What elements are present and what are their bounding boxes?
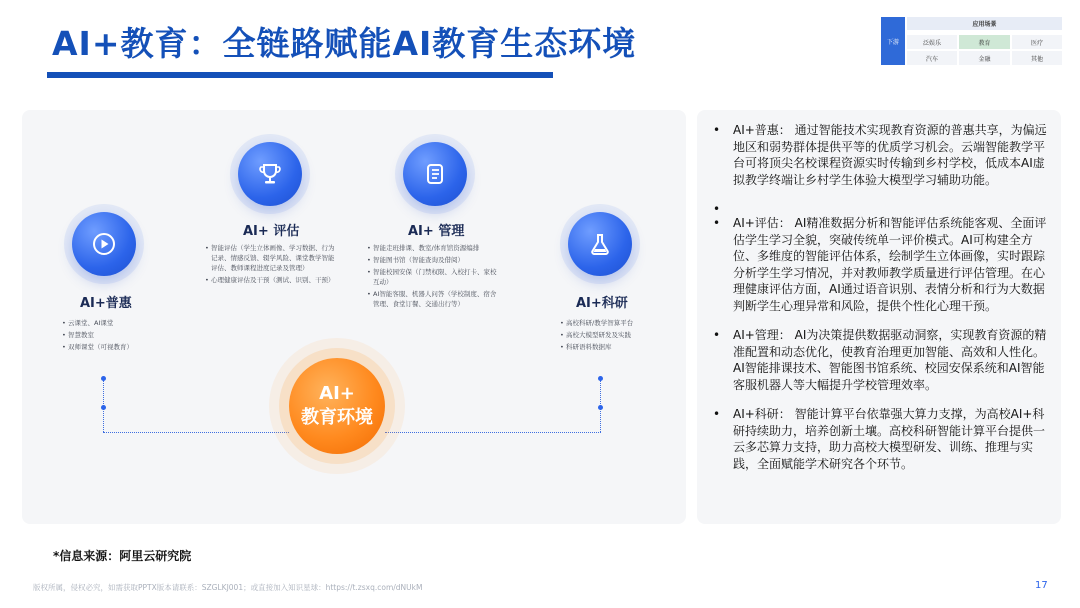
scenario-cell: 汽车 xyxy=(907,51,957,65)
list-item: • 高校大模型研发及实践 xyxy=(560,330,680,340)
connector-dot xyxy=(598,405,603,410)
description-text: AI+管理： AI为决策提供数据驱动洞察，实现教育资源的精准配置和动态优化，使教育治理更加智能、高效和人性化。AI智能排课技术、智能图书馆系统、校园安保系统和AI智能客服机器人等大幅提升学校管理效率。 xyxy=(733,328,1047,392)
connector-dot xyxy=(101,376,106,381)
list-item: • 智能校园安保（门禁权限、入校打卡、家校互动） xyxy=(367,267,502,287)
scenario-cell: 其他 xyxy=(1012,51,1062,65)
list-icon xyxy=(403,142,467,206)
list-item: • 双师课堂（可视教育） xyxy=(62,342,182,352)
list-item: • 科研语料数据库 xyxy=(560,342,680,352)
node-title-puhui: AI+普惠 xyxy=(80,296,132,311)
connector-line xyxy=(385,432,601,433)
node-title-pinggu: AI+ 评估 xyxy=(243,224,300,239)
list-item xyxy=(713,122,1053,188)
node-list-pinggu xyxy=(205,243,335,287)
description-text: AI+普惠： 通过智能技术实现教育资源的普惠共享，为偏远地区和弱势群体提供平等的优质学习机会。云端智能教学平台可将顶尖名校课程资源实时传输到乡村学校，低成本AI虚拟教学终端让乡村学生体验大模型学习辅助功能。 xyxy=(733,123,1047,187)
description-text: AI+科研： 智能计算平台依靠强大算力支撑，为高校AI+科研持续助力，培养创新土壤。高校科研智能计算平台提供一云多芯算力支持，助力高校大模型研发、训练、推理与实践，全面赋能学术研究各个环节。 xyxy=(733,407,1046,471)
connector-dot xyxy=(101,405,106,410)
play-icon xyxy=(72,212,136,276)
center-label-line2: 教育环境 xyxy=(301,407,373,428)
title-underline xyxy=(47,72,553,78)
list-item: • 智慧教室 xyxy=(62,330,182,340)
diagram-panel xyxy=(22,110,686,524)
list-item xyxy=(713,215,1053,314)
scenario-cell: 医疗 xyxy=(1012,35,1062,49)
list-item: • 云课堂、AI课堂 xyxy=(62,318,182,328)
page-number: 17 xyxy=(1035,580,1048,591)
flask-icon xyxy=(568,212,632,276)
description-list xyxy=(713,122,1053,485)
scenario-cell-highlighted: 教育 xyxy=(959,35,1010,49)
scenario-table xyxy=(881,17,1062,65)
list-item xyxy=(713,201,1053,215)
list-item xyxy=(713,406,1053,472)
scenario-cell: 泛娱乐 xyxy=(907,35,957,49)
scenario-header: 应用场景 xyxy=(907,17,1062,30)
bullet: • xyxy=(713,216,721,230)
node-list-keyan xyxy=(560,318,680,354)
list-item: • 智能评估（学生立体画像、学习数据、行为记录、情感反馈、辍学风险、课堂教学智能评估、教师课程进度记录及管理） xyxy=(205,243,335,273)
list-item: • 心理健康评估及干预（测试、识别、干预） xyxy=(205,275,335,285)
bullet: • xyxy=(713,123,721,137)
page-title: AI+教育：全链路赋能AI教育生态环境 xyxy=(52,24,637,63)
list-item: • 智能走班排课、教室/体育馆资源编排 xyxy=(367,243,502,253)
bullet: • xyxy=(713,202,721,216)
node-list-puhui xyxy=(62,318,182,354)
bullet: • xyxy=(713,328,721,342)
center-label-line1: AI+ xyxy=(319,383,355,404)
scenario-side-label: 下游 xyxy=(881,17,905,65)
list-item: • 智能图书馆（智能查询及借阅） xyxy=(367,255,502,265)
list-item xyxy=(713,327,1053,393)
node-list-guanli xyxy=(367,243,502,311)
list-item: • AI智能客服、机器人问答（学校制度、宿舍管理、食堂订餐、交通出行等） xyxy=(367,289,502,309)
footer-copyright: 版权所属，侵权必究，如需获取PPTX版本请联系：SZGLKJ001；或直接加入知识星球：https://t.zsxq.com/dNUkM xyxy=(33,583,423,592)
list-item: • 高校科研/教学智算平台 xyxy=(560,318,680,328)
connector-dot xyxy=(598,376,603,381)
description-text: AI+评估： AI精准数据分析和智能评估系统能客观、全面评估学生学习全貌，突破传统单一评价模式。AI可构建全方位、多维度的智能评估体系，绘制学生立体画像，实时跟踪分析学生学习情况，并对教师教学质量进行评估管理。在心理健康评估方面，AI通过语音识别、表情分析和行为大数据判断学生心理异常和风险，提供个性化心理干预。 xyxy=(733,216,1047,313)
center-node xyxy=(289,358,385,454)
trophy-icon xyxy=(238,142,302,206)
scenario-cell: 金融 xyxy=(959,51,1010,65)
connector-line xyxy=(103,432,289,433)
node-title-guanli: AI+ 管理 xyxy=(408,224,465,239)
node-title-keyan: AI+科研 xyxy=(576,296,628,311)
source-note: *信息来源：阿里云研究院 xyxy=(53,549,192,563)
bullet: • xyxy=(713,407,721,421)
